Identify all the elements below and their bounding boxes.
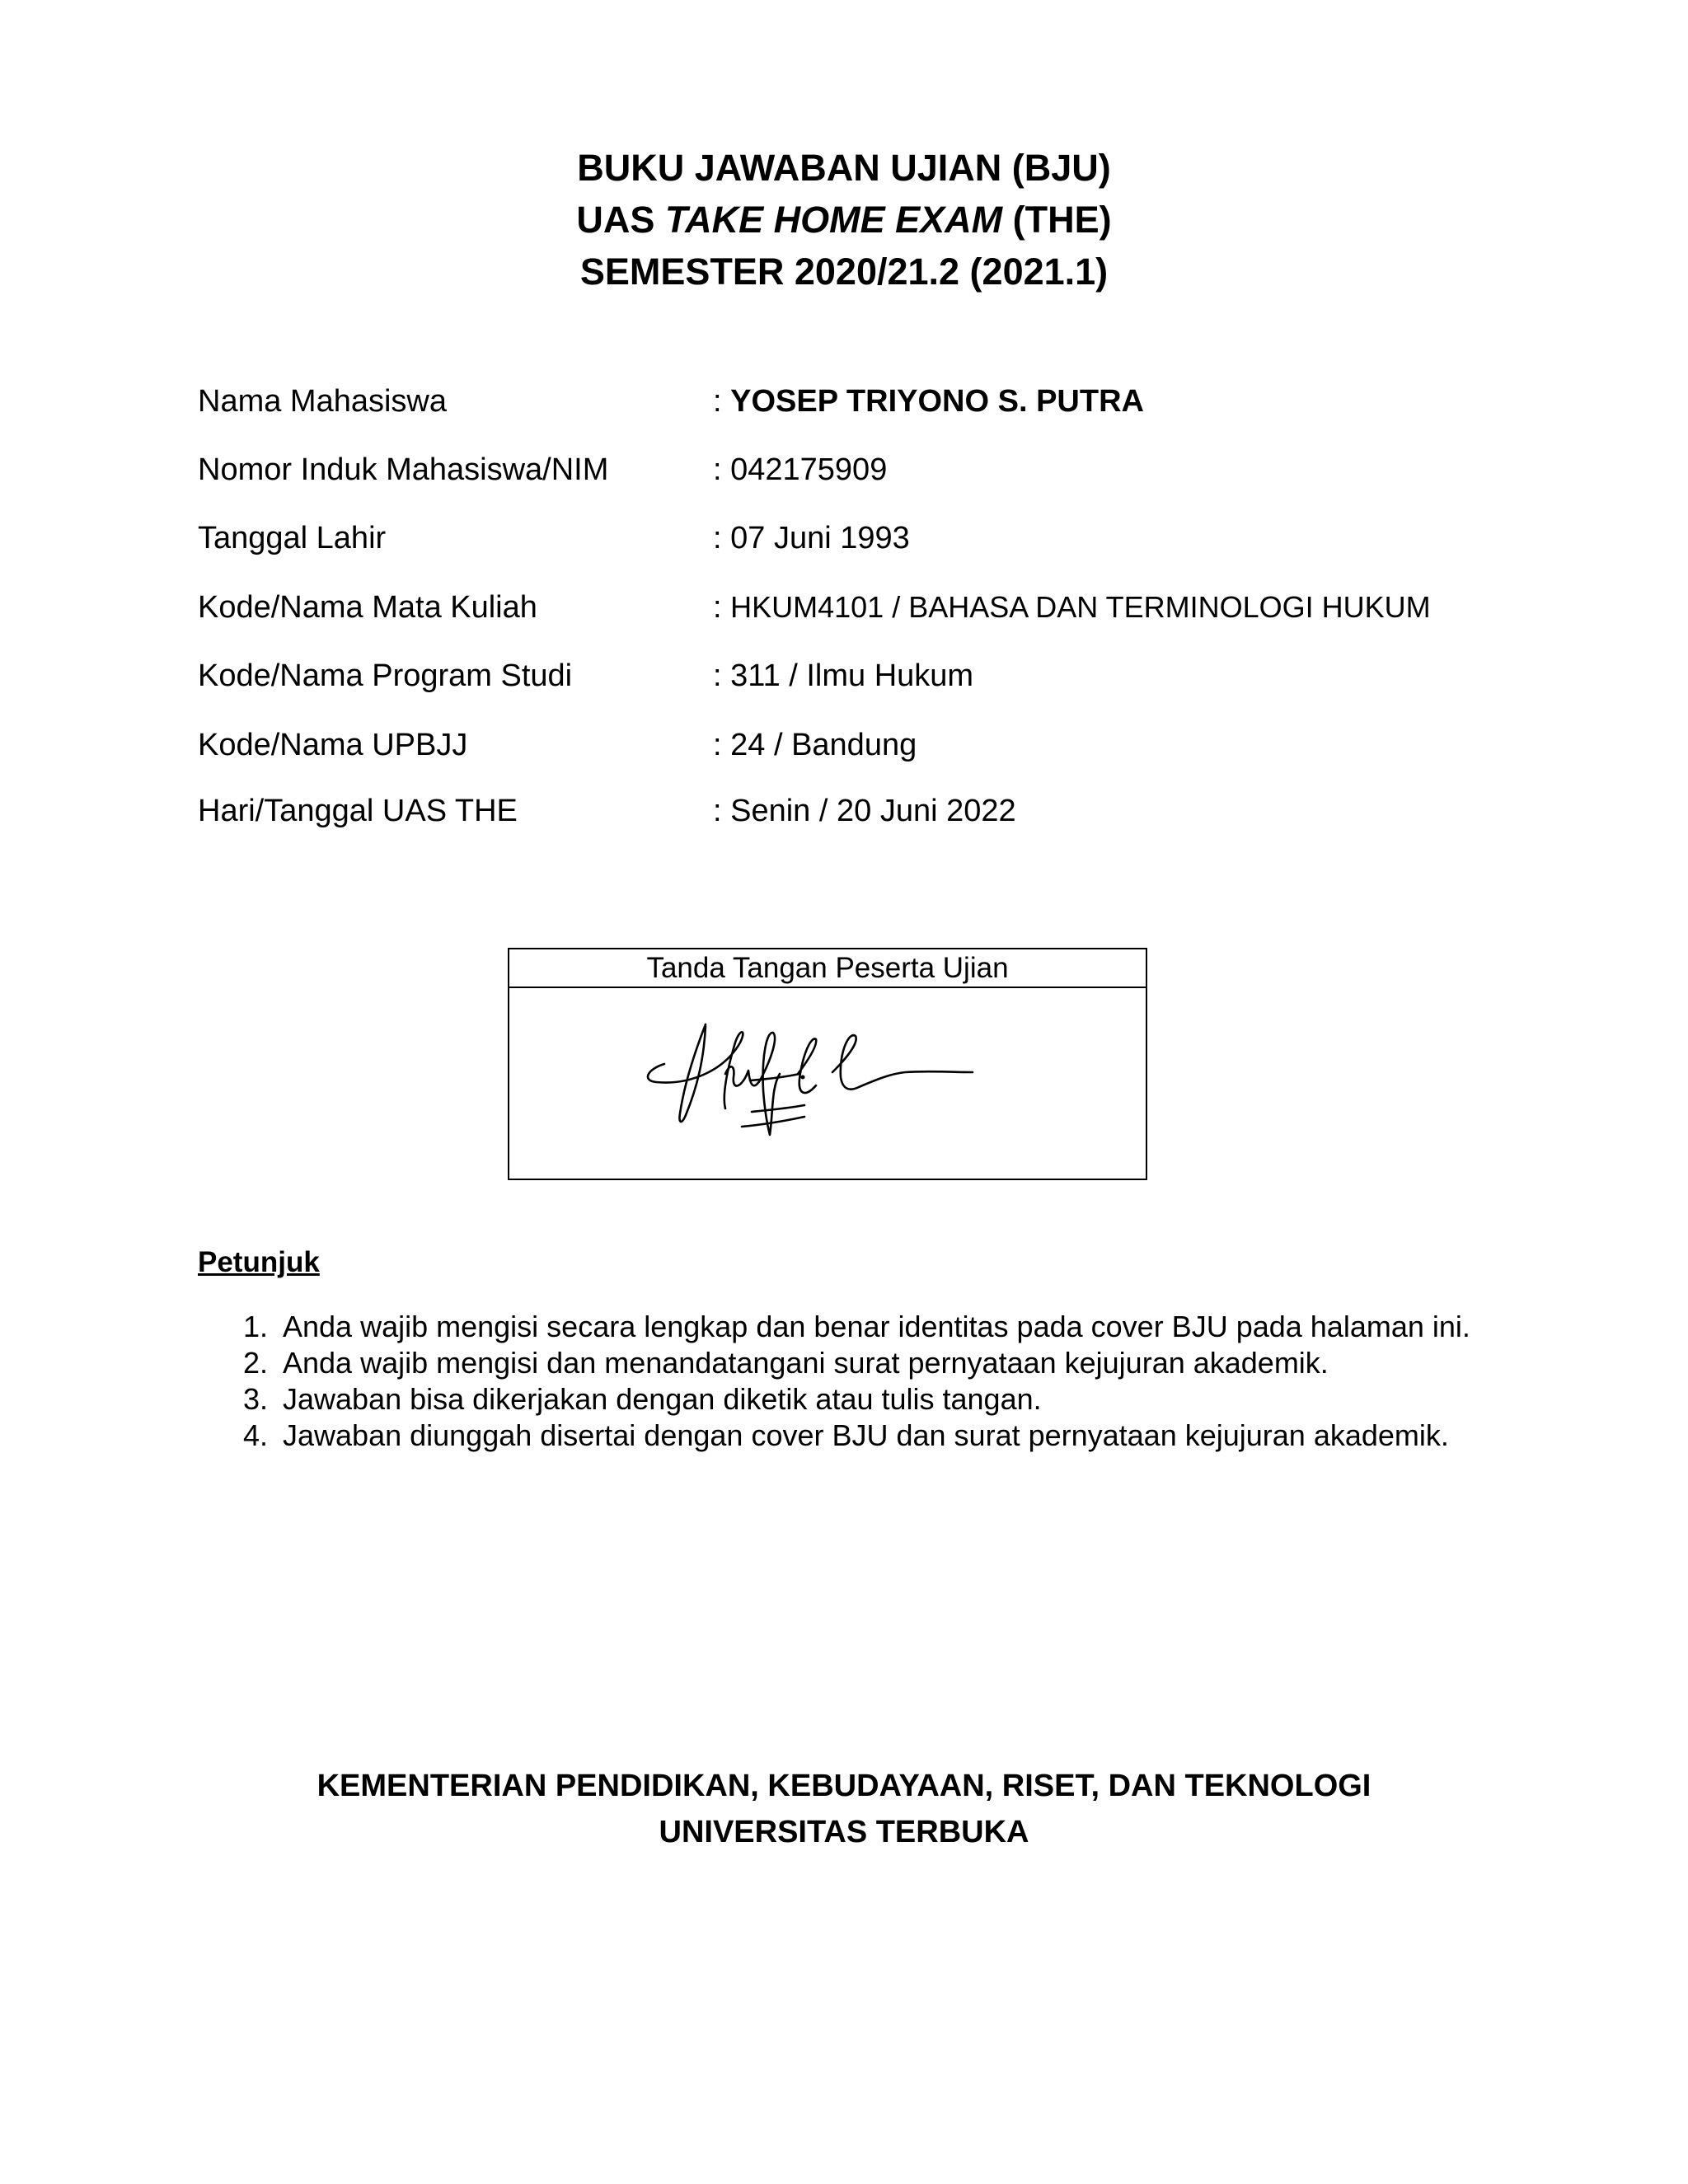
- identity-value: Senin / 20 Juni 2022: [730, 794, 1016, 828]
- institution-footer: [0, 1763, 1688, 1855]
- identity-colon: :: [713, 384, 731, 419]
- instruction-item: [243, 1381, 1661, 1418]
- signature-image: [509, 988, 1146, 1180]
- instruction-text: Jawaban diunggah disertai dengan cover BJU dan surat pernyataan kejujuran akademik.: [283, 1418, 1449, 1452]
- identity-label: Nomor Induk Mahasiswa/NIM: [198, 452, 609, 487]
- identity-value: YOSEP TRIYONO S. PUTRA: [730, 384, 1144, 419]
- identity-value: 042175909: [730, 452, 888, 487]
- identity-value-wrap: [713, 445, 887, 494]
- identity-value: HKUM4101 / BAHASA DAN TERMINOLOGI HUKUM: [730, 590, 1431, 624]
- identity-colon: :: [713, 452, 731, 487]
- identity-label: Tanggal Lahir: [198, 521, 387, 555]
- identity-label: Kode/Nama UPBJJ: [198, 728, 468, 762]
- identity-label: Kode/Nama Program Studi: [198, 658, 573, 693]
- identity-row-tanggal-lahir: [198, 513, 1599, 563]
- identity-colon: :: [713, 590, 731, 625]
- instruction-number: 1.: [243, 1310, 269, 1343]
- identity-row-upbjj: [198, 720, 1599, 770]
- identity-colon: :: [713, 794, 731, 828]
- identity-row-mata-kuliah: [198, 583, 1599, 632]
- identity-value: 311 / Ilmu Hukum: [730, 658, 974, 693]
- title-line-2: [0, 194, 1688, 246]
- title-line-2-prefix: UAS: [576, 199, 665, 241]
- identity-value-wrap: [713, 377, 1144, 426]
- title-line-2-suffix: (THE): [1002, 199, 1112, 241]
- identity-row-nim: [198, 445, 1599, 494]
- identity-colon: :: [713, 728, 731, 762]
- signature-area: [509, 988, 1146, 1180]
- identity-row-program-studi: [198, 651, 1599, 701]
- identity-row-hari-tanggal: [198, 786, 1599, 836]
- document-title: [0, 142, 1688, 298]
- instruction-text: Jawaban bisa dikerjakan dengan diketik atau tulis tangan.: [283, 1382, 1042, 1416]
- identity-label: Nama Mahasiswa: [198, 384, 447, 419]
- instructions-list: [243, 1309, 1661, 1454]
- instruction-text: Anda wajib mengisi dan menandatangani surat pernyataan kejujuran akademik.: [283, 1346, 1329, 1380]
- signature-box: [508, 948, 1147, 1180]
- university-name: UNIVERSITAS TERBUKA: [659, 1815, 1029, 1849]
- instruction-item: [243, 1345, 1661, 1381]
- signature-box-title: Tanda Tangan Peserta Ujian: [509, 949, 1146, 988]
- instruction-number: 4.: [243, 1418, 269, 1452]
- instruction-text: Anda wajib mengisi secara lengkap dan benar identitas pada cover BJU pada halaman ini.: [283, 1310, 1470, 1343]
- instruction-number: 3.: [243, 1382, 269, 1416]
- title-line-2-italic: TAKE HOME EXAM: [664, 199, 1003, 241]
- identity-colon: :: [713, 658, 731, 693]
- instruction-number: 2.: [243, 1346, 269, 1380]
- identity-value-wrap: [713, 786, 1016, 836]
- identity-value: 07 Juni 1993: [730, 521, 910, 555]
- instruction-item: [243, 1309, 1661, 1345]
- title-line-3: SEMESTER 2020/21.2 (2021.1): [579, 251, 1109, 293]
- identity-value-wrap: [713, 513, 910, 563]
- identity-label: Kode/Nama Mata Kuliah: [198, 590, 537, 625]
- title-line-1: BUKU JAWABAN UJIAN (BJU): [577, 147, 1111, 189]
- identity-colon: :: [713, 521, 731, 555]
- identity-value-wrap: [713, 720, 917, 770]
- instructions-heading: Petunjuk: [198, 1246, 320, 1278]
- instruction-item: [243, 1418, 1661, 1454]
- identity-label: Hari/Tanggal UAS THE: [198, 794, 518, 828]
- ministry-name: KEMENTERIAN PENDIDIKAN, KEBUDAYAAN, RISET, DAN TEKNOLOGI: [316, 1769, 1372, 1803]
- identity-value-wrap: [713, 651, 973, 701]
- identity-row-nama: [198, 377, 1599, 426]
- identity-value: 24 / Bandung: [730, 728, 917, 762]
- identity-value-wrap: [713, 583, 1431, 632]
